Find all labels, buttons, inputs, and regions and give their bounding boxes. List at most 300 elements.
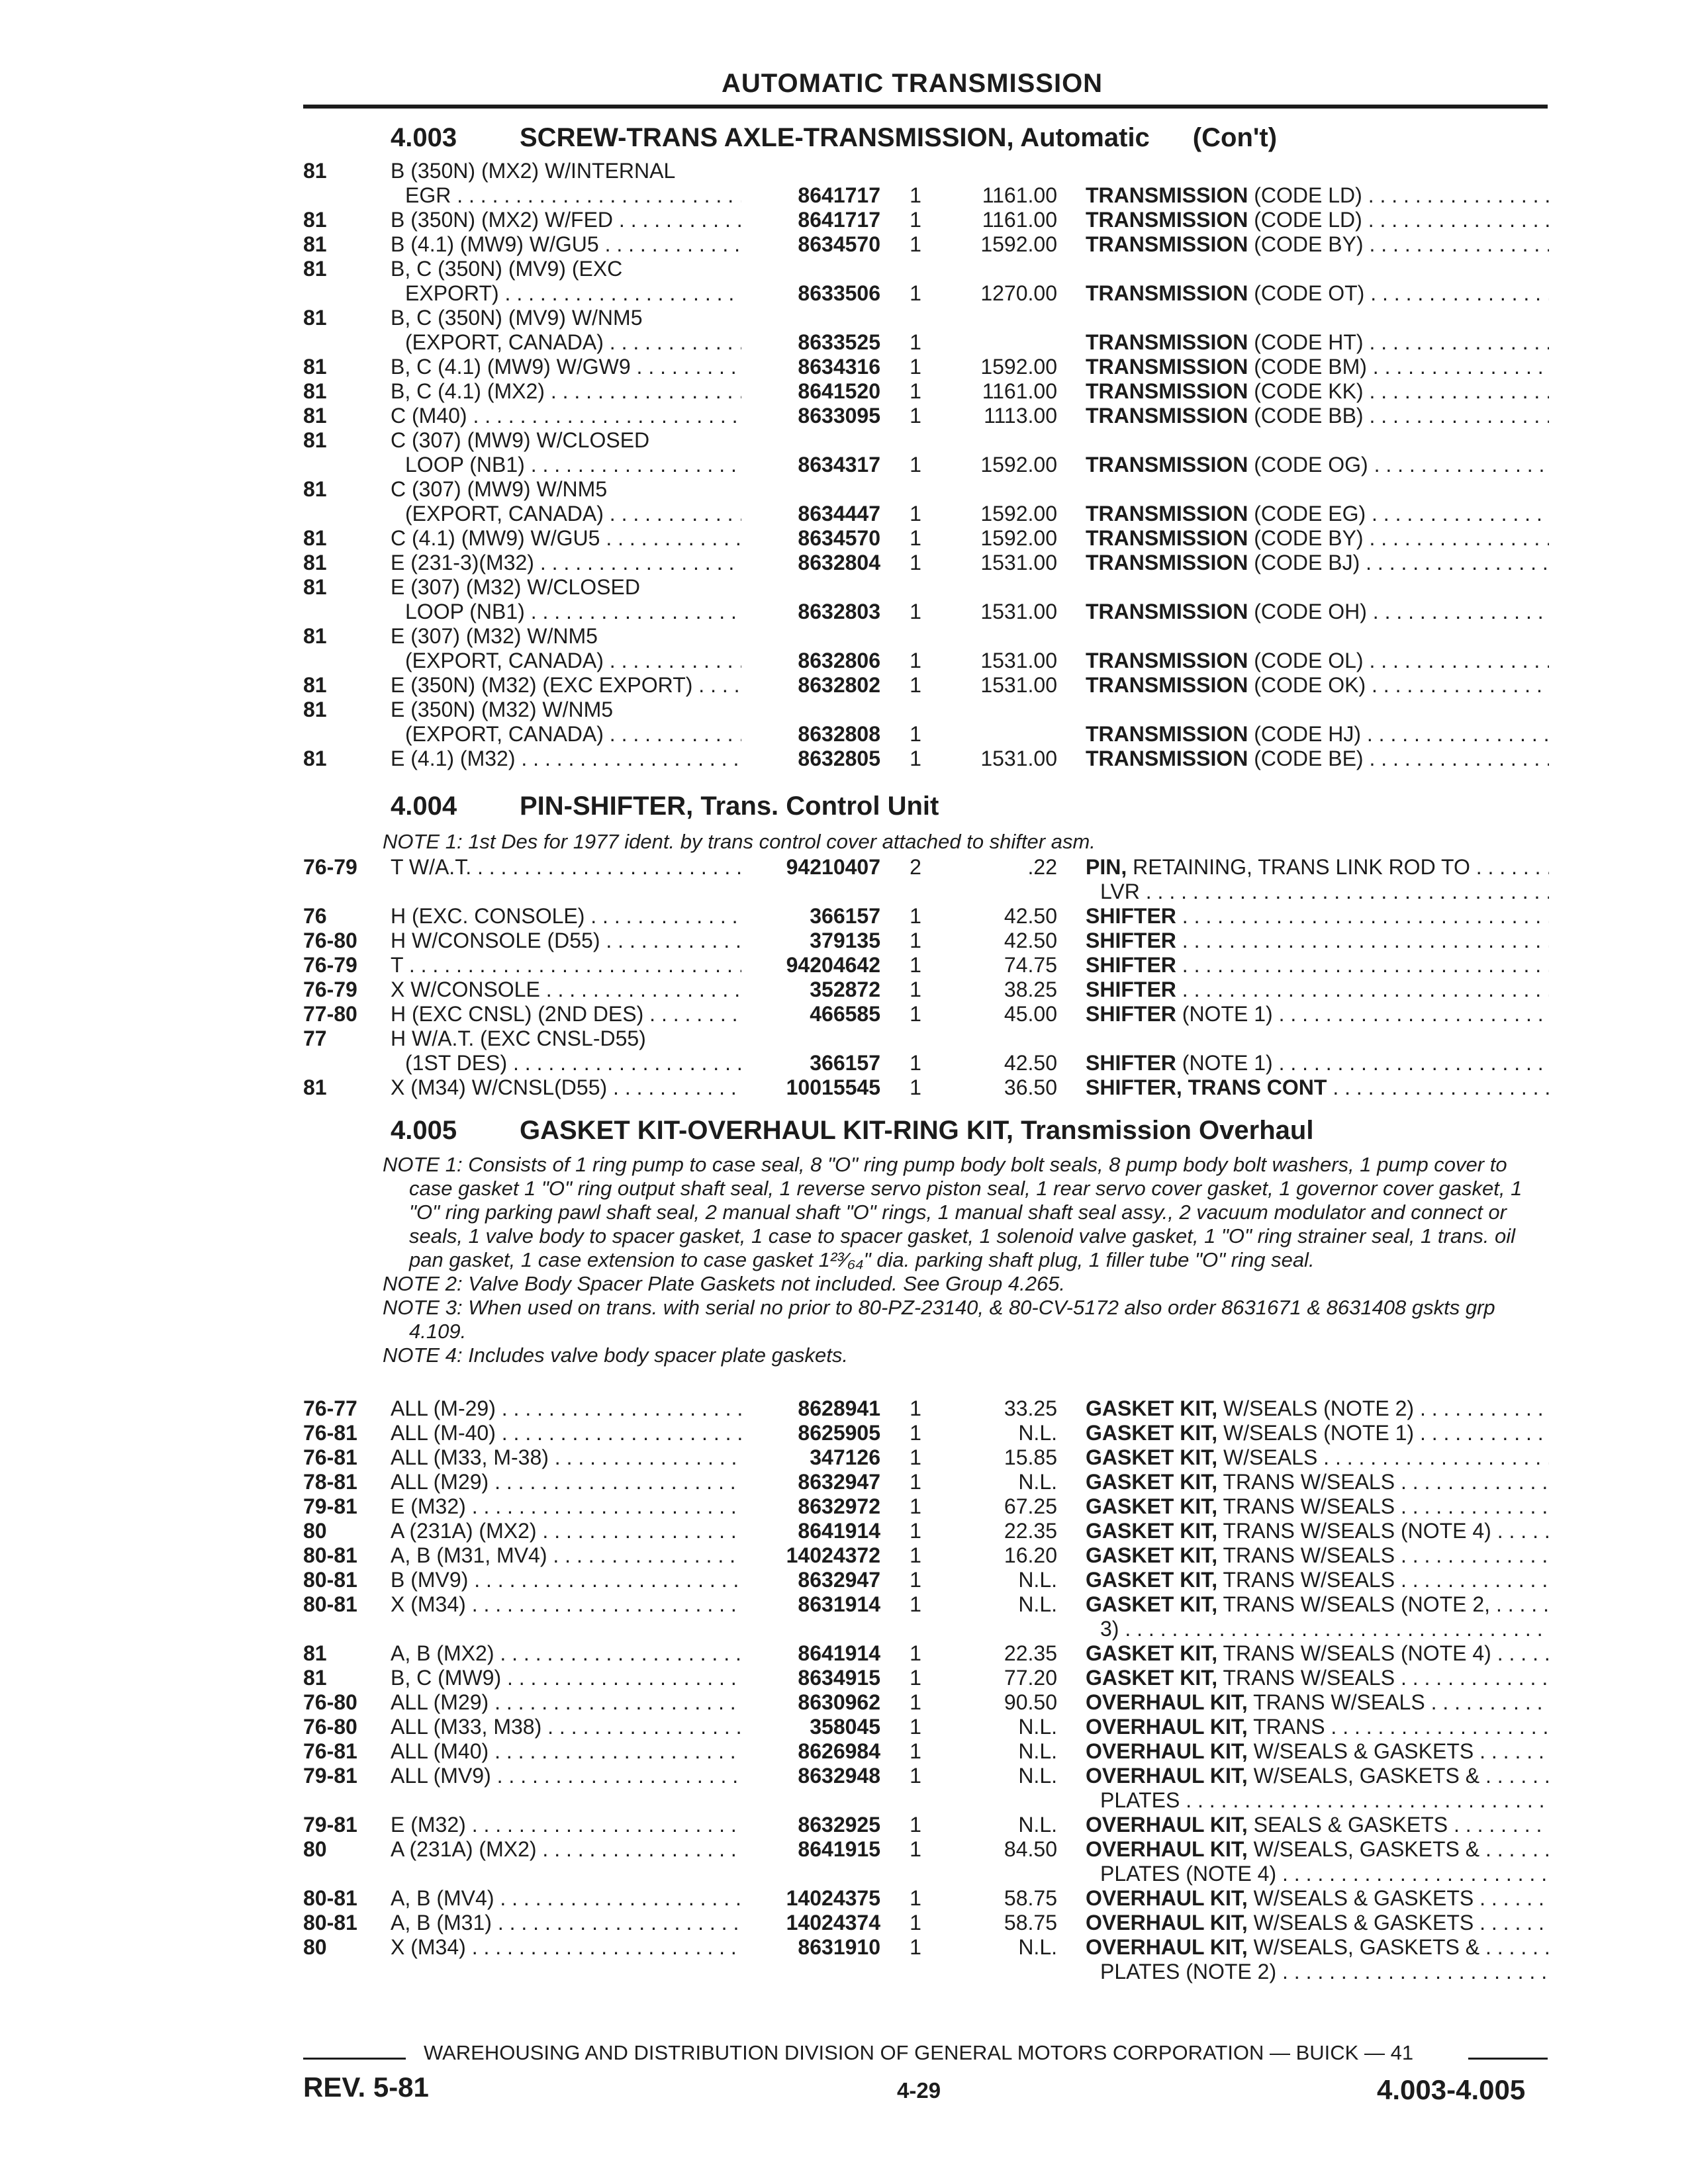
model-year: 77-80	[303, 1002, 357, 1026]
part-name	[1086, 1543, 1549, 1568]
quantity: 1	[910, 355, 921, 379]
section-range: 4.003-4.005	[1377, 2074, 1526, 2105]
part-name-detail: (CODE BJ)	[1254, 551, 1360, 574]
table-row	[0, 551, 1688, 575]
list-price: 84.50	[1004, 1837, 1057, 1861]
quantity: 1	[910, 1568, 921, 1592]
table-row	[0, 477, 1688, 502]
list-price: N.L.	[1018, 1764, 1057, 1788]
list-price: 74.75	[1004, 953, 1057, 977]
model-year: 76-79	[303, 855, 357, 879]
application-desc: (EXPORT, CANADA) . . .	[405, 502, 741, 526]
model-year: 76	[303, 904, 327, 928]
application-desc: E (307) (M32) W/CLOSED	[391, 575, 640, 599]
table-row	[0, 1568, 1688, 1592]
application-desc: A, B (MX2) . . .	[391, 1641, 741, 1666]
part-name-primary: TRANSMISSION	[1086, 208, 1248, 232]
part-name-primary: GASKET KIT,	[1086, 1494, 1218, 1518]
part-name	[1086, 1075, 1549, 1100]
model-year: 76-77	[303, 1396, 357, 1420]
quantity: 1	[910, 1075, 921, 1099]
model-year: 81	[303, 159, 327, 183]
part-number: 366157	[810, 904, 880, 928]
part-number: 8632804	[798, 551, 880, 574]
list-price: 1592.00	[980, 232, 1057, 256]
part-name-primary: TRANSMISSION	[1086, 649, 1248, 672]
part-name	[1100, 1617, 1549, 1641]
model-year: 79-81	[303, 1494, 357, 1518]
application-desc: EGR . . .	[405, 183, 741, 208]
part-name-detail: TRANS	[1253, 1715, 1325, 1739]
quantity: 1	[910, 1715, 921, 1739]
list-price: .22	[1027, 855, 1057, 879]
part-number: 14024372	[786, 1543, 880, 1567]
model-year: 80-81	[303, 1543, 357, 1567]
application-desc: X (M34) W/CNSL(D55) . . .	[391, 1075, 741, 1100]
quantity: 1	[910, 1519, 921, 1543]
part-name	[1086, 1519, 1549, 1543]
part-name	[1086, 1002, 1549, 1026]
part-name	[1086, 673, 1549, 698]
list-price: 15.85	[1004, 1445, 1057, 1469]
part-name-primary: SHIFTER	[1086, 978, 1176, 1001]
part-name-detail: (CODE BY)	[1254, 526, 1364, 550]
quantity: 1	[910, 404, 921, 428]
part-name-detail: (CODE OH)	[1254, 600, 1367, 623]
part-number: 8632947	[798, 1470, 880, 1494]
table-row	[0, 355, 1688, 379]
note-text: NOTE 3: When used on trans. with serial no prior to 80-PZ-23140, & 80-CV-5172 also order 8631671 & 8631408 gskts grp 4.109.	[383, 1296, 1495, 1343]
section-title: SCREW-TRANS AXLE-TRANSMISSION, Automatic	[520, 123, 1150, 152]
part-number: 8625905	[798, 1421, 880, 1445]
part-name	[1086, 1445, 1549, 1470]
table-row	[0, 1543, 1688, 1568]
table-row	[0, 880, 1688, 904]
part-name	[1086, 526, 1549, 551]
part-name-primary: TRANSMISSION	[1086, 722, 1248, 746]
part-name	[1086, 355, 1549, 379]
quantity: 1	[910, 1421, 921, 1445]
table-row	[0, 904, 1688, 929]
part-name-primary: TRANSMISSION	[1086, 600, 1248, 623]
part-name-primary: TRANSMISSION	[1086, 526, 1248, 550]
quantity: 1	[910, 1002, 921, 1026]
part-name-detail: W/SEALS, GASKETS &	[1253, 1935, 1480, 1959]
application-desc: H (EXC. CONSOLE) . . .	[391, 904, 741, 929]
quantity: 1	[910, 1690, 921, 1714]
table-row	[0, 183, 1688, 208]
part-name-primary: GASKET KIT,	[1086, 1641, 1218, 1665]
part-number: 94210407	[786, 855, 880, 879]
application-desc: E (M32) . . .	[391, 1813, 741, 1837]
part-number: 8634317	[798, 453, 880, 477]
part-name	[1086, 978, 1549, 1002]
part-number: 8634915	[798, 1666, 880, 1690]
application-desc: A, B (M31, MV4) . . .	[391, 1543, 741, 1568]
section-number: 4.003	[391, 123, 457, 152]
application-desc: B (350N) (MX2) W/INTERNAL	[391, 159, 676, 183]
part-name	[1086, 379, 1549, 404]
table-row	[0, 1813, 1688, 1837]
part-number: 366157	[810, 1051, 880, 1075]
quantity: 1	[910, 1837, 921, 1861]
application-desc: B, C (350N) (MV9) (EXC	[391, 257, 623, 281]
part-name	[1086, 1690, 1549, 1715]
part-name-detail: (CODE BY)	[1254, 232, 1364, 256]
list-price: 90.50	[1004, 1690, 1057, 1714]
model-year: 76-81	[303, 1739, 357, 1763]
quantity: 1	[910, 1935, 921, 1959]
list-price: N.L.	[1018, 1935, 1057, 1959]
table-row	[0, 1911, 1688, 1935]
part-name-primary: GASKET KIT,	[1086, 1519, 1218, 1543]
part-name-primary: TRANSMISSION	[1086, 183, 1248, 207]
application-desc: E (M32) . . .	[391, 1494, 741, 1519]
table-row	[0, 649, 1688, 673]
model-year: 81	[303, 428, 327, 452]
part-name-detail: W/SEALS & GASKETS	[1253, 1886, 1474, 1910]
part-name-detail: (CODE OK)	[1254, 673, 1366, 697]
table-row	[0, 1862, 1688, 1886]
table-row	[0, 953, 1688, 978]
model-year: 79-81	[303, 1764, 357, 1788]
application-desc: E (307) (M32) W/NM5	[391, 624, 598, 648]
part-name-primary: TRANSMISSION	[1086, 281, 1248, 305]
part-name-primary: TRANSMISSION	[1086, 453, 1248, 477]
application-desc: X W/CONSOLE . . .	[391, 978, 741, 1002]
part-number: 8632805	[798, 747, 880, 770]
part-name-primary: TRANSMISSION	[1086, 330, 1248, 354]
model-year: 76-80	[303, 1690, 357, 1714]
table-row	[0, 208, 1688, 232]
list-price: 58.75	[1004, 1911, 1057, 1934]
section-title: PIN-SHIFTER, Trans. Control Unit	[520, 792, 939, 821]
part-number: 8630962	[798, 1690, 880, 1714]
quantity: 1	[910, 232, 921, 256]
part-name	[1086, 649, 1549, 673]
quantity: 1	[910, 183, 921, 207]
list-price: 1113.00	[984, 404, 1057, 428]
footer-division: WAREHOUSING AND DISTRIBUTION DIVISION OF GENERAL MOTORS CORPORATION — BUICK — 41	[424, 2041, 1414, 2064]
part-name-detail: (CODE EG)	[1254, 502, 1366, 525]
table-row	[0, 428, 1688, 453]
table-row	[0, 698, 1688, 722]
part-name	[1086, 183, 1549, 208]
table-row	[0, 1421, 1688, 1445]
part-name	[1086, 722, 1549, 747]
part-number: 8634570	[798, 526, 880, 550]
part-number: 8632803	[798, 600, 880, 623]
table-row	[0, 1666, 1688, 1690]
list-price: 1161.00	[982, 208, 1057, 232]
application-desc: (EXPORT, CANADA) . . .	[405, 330, 741, 355]
part-name-detail: (CODE BE)	[1254, 747, 1364, 770]
part-number: 8641914	[798, 1641, 880, 1665]
application-desc: LOOP (NB1) . . .	[405, 453, 741, 477]
table-row	[0, 1641, 1688, 1666]
part-number: 8641914	[798, 1519, 880, 1543]
list-price: 42.50	[1004, 904, 1057, 928]
table-row	[0, 281, 1688, 306]
table-row	[0, 1445, 1688, 1470]
part-number: 8632808	[798, 722, 880, 746]
part-name-primary: TRANSMISSION	[1086, 673, 1248, 697]
part-name	[1086, 1715, 1549, 1739]
list-price: 22.35	[1004, 1641, 1057, 1665]
application-desc: B, C (350N) (MV9) W/NM5	[391, 306, 643, 330]
part-name	[1086, 1421, 1549, 1445]
quantity: 1	[910, 953, 921, 977]
table-row	[0, 1026, 1688, 1051]
table-row	[0, 526, 1688, 551]
part-name-primary: SHIFTER	[1086, 929, 1176, 952]
part-number: 8634447	[798, 502, 880, 525]
part-name	[1086, 281, 1549, 306]
list-price: 1270.00	[980, 281, 1057, 305]
part-number: 8633506	[798, 281, 880, 305]
model-year: 80-81	[303, 1886, 357, 1910]
part-name-primary: OVERHAUL KIT,	[1086, 1764, 1248, 1788]
model-year: 80-81	[303, 1911, 357, 1934]
quantity: 1	[910, 281, 921, 305]
part-name-detail: RETAINING, TRANS LINK ROD TO	[1133, 855, 1470, 879]
list-price: 22.35	[1004, 1519, 1057, 1543]
part-name-primary: GASKET KIT,	[1086, 1396, 1218, 1420]
application-desc: ALL (M29) . . .	[391, 1470, 741, 1494]
part-name-primary: GASKET KIT,	[1086, 1445, 1218, 1469]
part-number: 358045	[810, 1715, 880, 1739]
part-number: 94204642	[786, 953, 880, 977]
part-name-primary: SHIFTER	[1086, 904, 1176, 928]
table-row	[0, 624, 1688, 649]
application-desc: X (M34) . . .	[391, 1592, 741, 1617]
part-name-primary: TRANSMISSION	[1086, 232, 1248, 256]
part-name-detail: W/SEALS (NOTE 1)	[1223, 1421, 1415, 1445]
table-row	[0, 1051, 1688, 1075]
application-desc: (EXPORT, CANADA) . . .	[405, 722, 741, 747]
list-price: 33.25	[1004, 1396, 1057, 1420]
application-desc: B, C (4.1) (MX2) . . .	[391, 379, 741, 404]
application-desc: T . . .	[391, 953, 741, 978]
part-name	[1086, 600, 1549, 624]
part-name-detail: (CODE HJ)	[1254, 722, 1361, 746]
part-number: 8641717	[798, 183, 880, 207]
list-price: 42.50	[1004, 929, 1057, 952]
part-name-primary: OVERHAUL KIT,	[1086, 1715, 1248, 1739]
application-desc: A, B (M31) . . .	[391, 1911, 741, 1935]
part-name	[1100, 1788, 1549, 1813]
part-name-primary: TRANSMISSION	[1086, 379, 1248, 403]
part-name-detail: (CODE KK)	[1254, 379, 1364, 403]
part-number: 14024375	[786, 1886, 880, 1910]
application-desc: ALL (M-40) . . .	[391, 1421, 741, 1445]
section-title: GASKET KIT-OVERHAUL KIT-RING KIT, Transmission Overhaul	[520, 1116, 1314, 1145]
list-price: 1592.00	[980, 502, 1057, 525]
part-name	[1086, 1837, 1549, 1862]
quantity: 1	[910, 978, 921, 1001]
part-name	[1100, 880, 1549, 904]
part-name-detail: W/SEALS, GASKETS &	[1253, 1837, 1480, 1861]
part-name-detail: TRANS W/SEALS (NOTE 4)	[1223, 1519, 1491, 1543]
table-row	[0, 929, 1688, 953]
part-name-primary: TRANSMISSION	[1086, 355, 1248, 379]
part-name	[1086, 453, 1549, 477]
quantity: 1	[910, 1813, 921, 1837]
part-number: 8641520	[798, 379, 880, 403]
section-number: 4.004	[391, 792, 457, 821]
part-name	[1086, 1666, 1549, 1690]
part-name-detail: (CODE BM)	[1254, 355, 1367, 379]
application-desc: C (M40) . . .	[391, 404, 741, 428]
table-row	[0, 159, 1688, 183]
application-desc: ALL (M40) . . .	[391, 1739, 741, 1764]
application-desc: C (4.1) (MW9) W/GU5 . . .	[391, 526, 741, 551]
part-name-primary: SHIFTER	[1086, 1051, 1176, 1075]
model-year: 81	[303, 1075, 327, 1099]
table-row	[0, 1886, 1688, 1911]
part-name-primary: OVERHAUL KIT,	[1086, 1935, 1248, 1959]
part-number: 379135	[810, 929, 880, 952]
part-name-detail: TRANS W/SEALS	[1253, 1690, 1425, 1714]
part-name	[1086, 1886, 1549, 1911]
model-year: 81	[303, 575, 327, 599]
application-desc: H W/CONSOLE (D55) . . .	[391, 929, 741, 953]
part-name-detail: W/SEALS	[1223, 1445, 1318, 1469]
quantity: 1	[910, 1911, 921, 1934]
quantity: 1	[910, 502, 921, 525]
part-name	[1086, 1051, 1549, 1075]
application-desc: H W/A.T. (EXC CNSL-D55)	[391, 1026, 646, 1050]
application-desc: A, B (MV4) . . .	[391, 1886, 741, 1911]
part-name	[1086, 232, 1549, 257]
part-name-detail: TRANS W/SEALS	[1223, 1494, 1395, 1518]
revision-label: REV. 5-81	[303, 2071, 429, 2103]
quantity: 1	[910, 673, 921, 697]
model-year: 76-79	[303, 953, 357, 977]
model-year: 76-80	[303, 1715, 357, 1739]
part-name-primary: GASKET KIT,	[1086, 1568, 1218, 1592]
part-name	[1086, 1911, 1549, 1935]
part-number: 8631910	[798, 1935, 880, 1959]
table-row	[0, 1739, 1688, 1764]
table-row	[0, 747, 1688, 771]
part-name-primary: TRANSMISSION	[1086, 551, 1248, 574]
part-name	[1086, 502, 1549, 526]
part-number: 10015545	[786, 1075, 880, 1099]
model-year: 81	[303, 232, 327, 256]
model-year: 81	[303, 208, 327, 232]
list-price: N.L.	[1018, 1470, 1057, 1494]
note-text: NOTE 2: Valve Body Spacer Plate Gaskets not included. See Group 4.265.	[383, 1272, 1066, 1295]
part-number: 8626984	[798, 1739, 880, 1763]
model-year: 76-79	[303, 978, 357, 1001]
part-name-detail: PLATES	[1100, 1788, 1180, 1812]
part-name-primary: TRANSMISSION	[1086, 747, 1248, 770]
table-row	[0, 673, 1688, 698]
section-notes-4005	[383, 1153, 1548, 1367]
quantity: 1	[910, 526, 921, 550]
part-name	[1086, 747, 1549, 771]
part-name-detail: (CODE LD)	[1254, 208, 1362, 232]
model-year: 80-81	[303, 1568, 357, 1592]
table-row	[0, 722, 1688, 747]
table-row	[0, 978, 1688, 1002]
part-name-primary: OVERHAUL KIT,	[1086, 1911, 1248, 1934]
model-year: 80	[303, 1519, 327, 1543]
table-row	[0, 1788, 1688, 1813]
table-row	[0, 1470, 1688, 1494]
part-name-detail: (CODE OL)	[1254, 649, 1364, 672]
part-name-primary: GASKET KIT,	[1086, 1470, 1218, 1494]
application-desc: C (307) (MW9) W/NM5	[391, 477, 608, 501]
part-name-detail: TRANS W/SEALS (NOTE 4)	[1223, 1641, 1491, 1665]
quantity: 1	[910, 453, 921, 477]
part-name-primary: SHIFTER	[1086, 1002, 1176, 1026]
quantity: 1	[910, 1396, 921, 1420]
quantity: 1	[910, 929, 921, 952]
table-row	[0, 855, 1688, 880]
footer-rule-right	[1468, 2058, 1548, 2060]
model-year: 81	[303, 477, 327, 501]
list-price: 45.00	[1004, 1002, 1057, 1026]
part-name-detail: (CODE OG)	[1254, 453, 1368, 477]
part-name	[1086, 1641, 1549, 1666]
part-name-primary: GASKET KIT,	[1086, 1666, 1218, 1690]
page-number: 4-29	[897, 2078, 941, 2103]
quantity: 1	[910, 330, 921, 354]
quantity: 1	[910, 1666, 921, 1690]
footer-rule-left	[303, 2058, 406, 2060]
quantity: 1	[910, 1886, 921, 1910]
table-row	[0, 1617, 1688, 1641]
quantity: 2	[910, 855, 921, 879]
part-name-primary: OVERHAUL KIT,	[1086, 1690, 1248, 1714]
note-text: NOTE 1: Consists of 1 ring pump to case seal, 8 "O" ring pump body bolt seals, 8 pump body bolt washers, 1 pump cover to case gasket 1 "O" ring output shaft seal, 1 reverse servo piston seal, 1 rear servo cover gasket, 1 governor cover gasket, 1 "O" ring parking pawl shaft seal, 2 manual shaft "O" rings, 1 manual shaft seal assy., 2 vacuum modulator and connect or seals, 1 valve body to spacer gasket, 1 case to spacer gasket, 1 solenoid valve gasket, 1 "O" ring strainer seal, 1 trans. oil pan gasket, 1 case extension to case gasket 1²³⁄₆₄" dia. parking shaft plug, 1 filler tube "O" ring seal.	[383, 1153, 1523, 1271]
model-year: 81	[303, 355, 327, 379]
part-name	[1086, 1494, 1549, 1519]
quantity: 1	[910, 600, 921, 623]
list-price: 1592.00	[980, 453, 1057, 477]
part-name-primary: GASKET KIT,	[1086, 1421, 1218, 1445]
part-name-primary: GASKET KIT,	[1086, 1592, 1218, 1616]
table-row	[0, 1837, 1688, 1862]
quantity: 1	[910, 1051, 921, 1075]
part-name-detail: TRANS W/SEALS	[1223, 1543, 1395, 1567]
table-row	[0, 306, 1688, 330]
part-name	[1086, 1568, 1549, 1592]
part-number: 347126	[810, 1445, 880, 1469]
list-price: N.L.	[1018, 1592, 1057, 1616]
note-text: NOTE 1: 1st Des for 1977 ident. by trans control cover attached to shifter asm.	[383, 830, 1096, 853]
part-name-primary: OVERHAUL KIT,	[1086, 1813, 1248, 1837]
table-row	[0, 1075, 1688, 1100]
table-row	[0, 1764, 1688, 1788]
model-year: 81	[303, 306, 327, 330]
part-number: 8632802	[798, 673, 880, 697]
application-desc: A (231A) (MX2) . . .	[391, 1519, 741, 1543]
application-desc: E (350N) (M32) (EXC EXPORT) . . .	[391, 673, 741, 698]
quantity: 1	[910, 1641, 921, 1665]
table-row	[0, 1396, 1688, 1421]
part-name	[1086, 1764, 1549, 1788]
table-row	[0, 575, 1688, 600]
application-desc: ALL (M-29) . . .	[391, 1396, 741, 1421]
table-row	[0, 257, 1688, 281]
part-number: 8632947	[798, 1568, 880, 1592]
list-price: N.L.	[1018, 1813, 1057, 1837]
model-year: 77	[303, 1026, 327, 1050]
part-name-primary: SHIFTER, TRANS CONT	[1086, 1075, 1327, 1099]
